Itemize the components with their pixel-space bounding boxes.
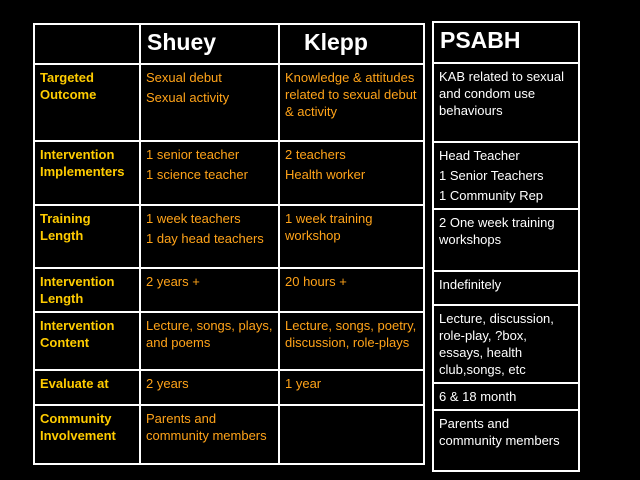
column-header-shuey: Shuey bbox=[140, 24, 279, 64]
cell-line: 1 day head teachers bbox=[146, 231, 264, 246]
cell-line: Lecture, discussion, role-play, ?box, essays, health club,songs, etc bbox=[439, 311, 554, 377]
cell-line: 2 One week training workshops bbox=[439, 215, 555, 247]
psabh-table bbox=[432, 21, 580, 472]
row-label-evaluate-at: Evaluate at bbox=[34, 370, 140, 405]
column-header-psabh: PSABH bbox=[433, 22, 579, 63]
table-row bbox=[34, 141, 424, 205]
shuey-community-involvement bbox=[140, 405, 279, 464]
cell-line: Lecture, songs, plays, and poems bbox=[146, 318, 273, 350]
cell-line: KAB related to sexual and condom use behaviours bbox=[439, 69, 565, 118]
klepp-community-involvement bbox=[279, 405, 424, 464]
cell-line: 20 hours + bbox=[285, 274, 347, 289]
psabh-targeted-outcome bbox=[433, 63, 579, 142]
table-row bbox=[433, 410, 579, 471]
shuey-training-length bbox=[140, 205, 279, 268]
row-label-intervention-length: Intervention Length bbox=[34, 268, 140, 312]
cell-line: 1 science teacher bbox=[146, 167, 248, 182]
table-row bbox=[433, 209, 579, 271]
psabh-community-involvement bbox=[433, 410, 579, 471]
psabh-intervention-implementers bbox=[433, 142, 579, 209]
klepp-intervention-content bbox=[279, 312, 424, 370]
table-row bbox=[34, 312, 424, 370]
klepp-evaluate-at bbox=[279, 370, 424, 405]
psabh-intervention-content bbox=[433, 305, 579, 383]
row-label-training-length: Training Length bbox=[34, 205, 140, 268]
column-header-klepp: Klepp bbox=[279, 24, 424, 64]
table-row bbox=[433, 271, 579, 305]
cell-line: 1 Community Rep bbox=[439, 188, 544, 203]
klepp-intervention-implementers bbox=[279, 141, 424, 205]
table-row bbox=[34, 405, 424, 464]
klepp-targeted-outcome bbox=[279, 64, 424, 141]
psabh-intervention-length bbox=[433, 271, 579, 305]
corner-cell bbox=[34, 24, 140, 64]
row-label-targeted-outcome: Targeted Outcome bbox=[34, 64, 140, 141]
psabh-training-length bbox=[433, 209, 579, 271]
cell-line: Lecture, songs, poetry, discussion, role-plays bbox=[285, 318, 417, 350]
shuey-evaluate-at bbox=[140, 370, 279, 405]
cell-line: 2 years + bbox=[146, 274, 200, 289]
table-row bbox=[433, 63, 579, 142]
table-row bbox=[34, 205, 424, 268]
table-row bbox=[34, 64, 424, 141]
row-label-community-involvement: Community Involvement bbox=[34, 405, 140, 464]
table-row bbox=[34, 370, 424, 405]
cell-line: Knowledge & attitudes related to sexual debut & activity bbox=[285, 70, 417, 119]
cell-line: 1 week teachers bbox=[146, 211, 241, 226]
header-row bbox=[433, 22, 579, 63]
psabh-evaluate-at bbox=[433, 383, 579, 410]
table-row bbox=[433, 305, 579, 383]
table-row bbox=[34, 268, 424, 312]
cell-line: Head Teacher bbox=[439, 148, 520, 163]
table-row bbox=[433, 142, 579, 209]
cell-line: 2 teachers bbox=[285, 147, 346, 162]
klepp-training-length bbox=[279, 205, 424, 268]
cell-line: Parents and community members bbox=[439, 416, 560, 448]
shuey-intervention-length bbox=[140, 268, 279, 312]
table-row bbox=[433, 383, 579, 410]
shuey-intervention-content bbox=[140, 312, 279, 370]
row-label-intervention-content: Intervention Content bbox=[34, 312, 140, 370]
cell-line: 1 week training workshop bbox=[285, 211, 373, 243]
cell-line: 2 years bbox=[146, 376, 189, 391]
cell-line: Sexual debut bbox=[146, 70, 222, 85]
comparison-table bbox=[33, 23, 425, 465]
cell-line: 1 year bbox=[285, 376, 322, 391]
cell-line: Sexual activity bbox=[146, 90, 230, 105]
header-row bbox=[34, 24, 424, 64]
shuey-intervention-implementers bbox=[140, 141, 279, 205]
cell-line: Parents and community members bbox=[146, 411, 267, 443]
cell-line: 1 senior teacher bbox=[146, 147, 240, 162]
cell-line: Health worker bbox=[285, 167, 366, 182]
cell-line: 6 & 18 month bbox=[439, 389, 517, 404]
cell-line: 1 Senior Teachers bbox=[439, 168, 544, 183]
row-label-intervention-implementers: Intervention Implementers bbox=[34, 141, 140, 205]
shuey-targeted-outcome bbox=[140, 64, 279, 141]
klepp-intervention-length bbox=[279, 268, 424, 312]
cell-line: Indefinitely bbox=[439, 277, 502, 292]
